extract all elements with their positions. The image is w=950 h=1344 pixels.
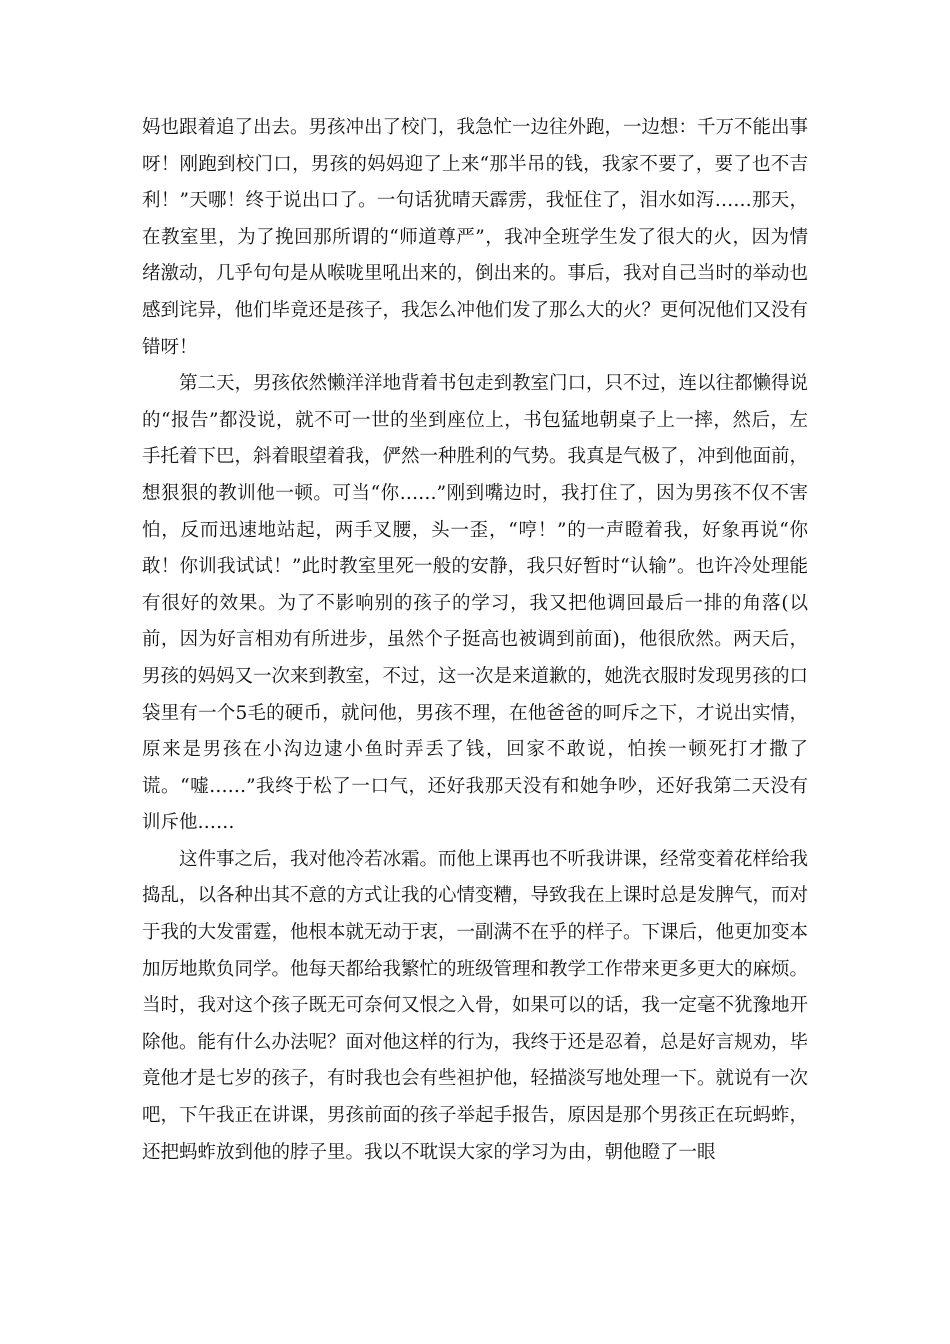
paragraph-second-day: 第二天，男孩依然懒洋洋地背着书包走到教室门口，只不过，连以往都懒得说的“报告”都没说，就不可一世的坐到座位上，书包猛地朝桌子上一摔，然后，左手托着下巴，斜着眼望着我，俨然一种胜利的气势。我真是气极了，冲到他面前，想狠狠的教训他一顿。可当“你……”刚到嘴边时，我打住了，因为男孩不仅不害怕，反而迅速地站起，两手叉腰，头一歪，“哼！”的一声瞪着我，好象再说“你敢！你训我试试！”此时教室里死一般的安静，我只好暂时“认输”。也许冷处理能有很好的效果。为了不影响别的孩子的学习，我又把他调回最后一排的角落(以前，因为好言相劝有所进步，虽然个子挺高也被调到前面)，他很欣然。两天后，男孩的妈妈又一次来到教室，不过，这一次是来道歉的，她洗衣服时发现男孩的口袋里有一个5毛的硬币，就问他，男孩不理，在他爸爸的呵斥之下，才说出实情，原来是男孩在小沟边逮小鱼时弄丢了钱，回家不敢说，怕挨一顿死打才撒了谎。“嘘……”我终于松了一口气，还好我那天没有和她争吵，还好我第二天没有训斥他…… [142, 373, 808, 834]
document-page [142, 110, 808, 1310]
paragraph-continued: 妈也跟着追了出去。男孩冲出了校门，我急忙一边往外跑，一边想：千万不能出事呀！刚跑到校门口，男孩的妈妈迎了上来“那半吊的钱，我家不要了，要了也不吉利！”天哪！终于说出口了。一句话犹晴天霹雳，我怔住了，泪水如泻……那天，在教室里，为了挽回那所谓的“师道尊严”，我冲全班学生发了很大的火，因为情绪激动，几乎句句是从喉咙里吼出来的，倒出来的。事后，我对自己当时的举动也感到诧异，他们毕竟还是孩子，我怎么冲他们发了那么大的火？更何况他们又没有错呀！ [142, 117, 808, 358]
paragraph-after-event: 这件事之后，我对他冷若冰霜。而他上课再也不听我讲课，经常变着花样给我捣乱，以各种出其不意的方式让我的心情变糟，导致我在上课时总是发脾气，而对于我的大发雷霆，他根本就无动于衷，一副满不在乎的样子。下课后，他更加变本加厉地欺负同学。他每天都给我繁忙的班级管理和教学工作带来更多更大的麻烦。当时，我对这个孩子既无可奈何又恨之入骨，如果可以的话，我一定毫不犹豫地开除他。能有什么办法呢？面对他这样的行为，我终于还是忍着，总是好言规劝，毕竟他才是七岁的孩子，有时我也会有些袒护他，轻描淡写地处理一下。就说有一次吧，下午我正在讲课，男孩前面的孩子举起手报告，原因是那个男孩正在玩蚂蚱，还把蚂蚱放到他的脖子里。我以不耽误大家的学习为由，朝他瞪了一眼 [142, 848, 808, 1163]
